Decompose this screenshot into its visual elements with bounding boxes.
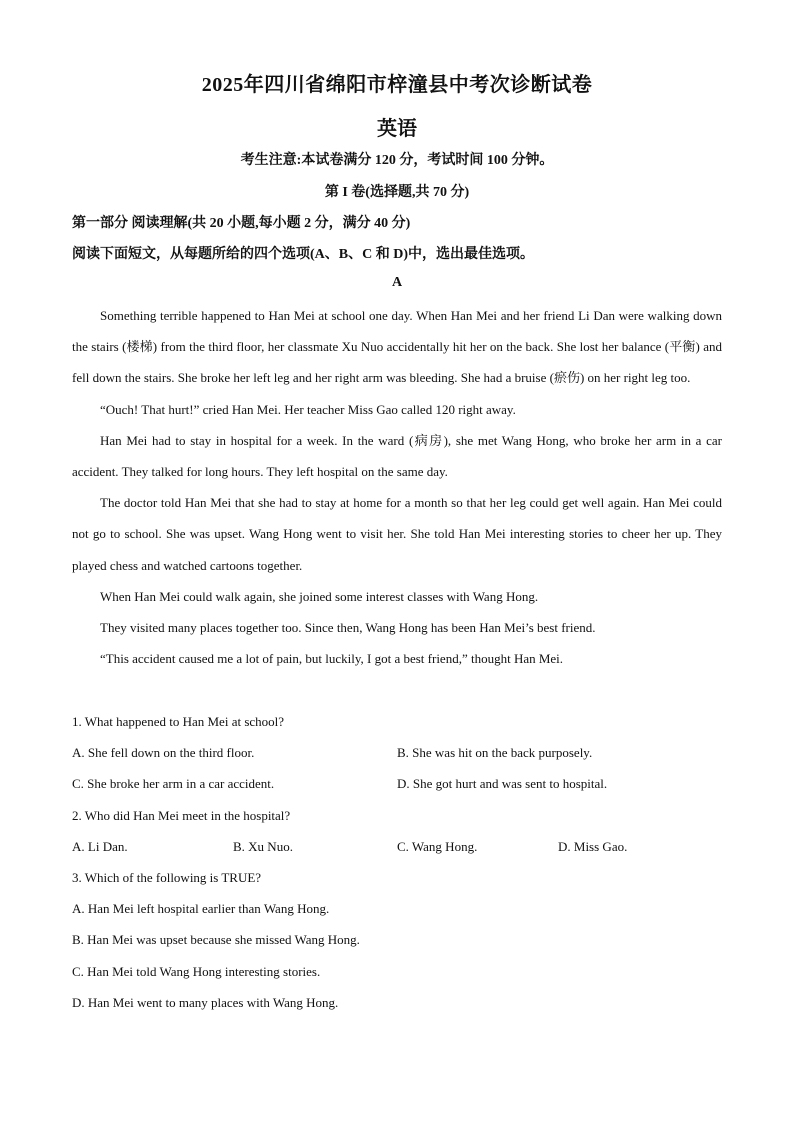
option-c: C. Han Mei told Wang Hong interesting stories. [72, 963, 321, 979]
option-b: B. Xu Nuo. [233, 838, 293, 854]
section-instruction: 阅读下面短文，从每题所给的四个选项(A、B、C 和 D)中，选出最佳选项。 [72, 247, 534, 262]
option-a: A. She fell down on the third floor. [72, 745, 255, 761]
option-c: C. She broke her arm in a car accident. [72, 776, 275, 792]
passage-paragraph: The doctor told Han Mei that she had to stay at home for a month so that her leg could get well again. Han Mei could not go to school. She was upset. Wang Hong went to visit her. She told Han Mei interesting stories to cheer her up. They played chess and watched cartoons together. [72, 495, 722, 573]
passage-paragraph: Han Mei had to stay in hospital for a week. In the ward (病房), she met Wang Hong, who broke her arm in a car accident. They talked for long hours. They left hospital on the same day. [72, 432, 722, 480]
option-a: A. Li Dan. [72, 838, 128, 854]
question-stem: 2. Who did Han Mei meet in the hospital? [72, 807, 291, 823]
passage-paragraph: “Ouch! That hurt!” cried Han Mei. Her teacher Miss Gao called 120 right away. [100, 401, 516, 417]
volume-heading: 第 I 卷(选择题,共 70 分) [324, 185, 470, 200]
question-stem: 1. What happened to Han Mei at school? [72, 714, 285, 729]
part-heading: 第一部分 阅读理解(共 20 小题,每小题 2 分，满分 40 分) [72, 216, 411, 231]
exam-notice: 考生注意:本试卷满分 120 分，考试时间 100 分钟。 [240, 153, 554, 168]
exam-title: 2025年四川省绵阳市梓潼县中考次诊断试卷 [201, 74, 593, 96]
option-d: D. Miss Gao. [558, 838, 628, 854]
option-d: D. Han Mei went to many places with Wang Hong. [72, 994, 339, 1010]
question-stem: 3. Which of the following is TRUE? [72, 869, 262, 885]
passage-paragraph: Something terrible happened to Han Mei at school one day. When Han Mei and her friend Li Dan were walking down the stairs (楼梯) from the third floor, her classmate Xu Nuo accidentally hit her on the back. She lost her balance (平衡) and fell down the stairs. She broke her left leg and her right arm was bleeding. She had a bruise (瘀伤) on her right leg too. [72, 308, 722, 386]
option-b: B. She was hit on the back purposely. [397, 745, 593, 761]
option-row [72, 831, 722, 862]
option-row [72, 737, 722, 768]
option-row [72, 768, 722, 799]
passage-paragraph: They visited many places together too. Since then, Wang Hong has been Han Mei’s best friend. [100, 620, 596, 636]
option-d: D. She got hurt and was sent to hospital. [397, 776, 608, 792]
reading-passage [72, 300, 722, 674]
option-c: C. Wang Hong. [397, 838, 478, 854]
passage-paragraph: When Han Mei could walk again, she joined some interest classes with Wang Hong. [100, 588, 539, 604]
option-a: A. Han Mei left hospital earlier than Wang Hong. [72, 901, 330, 917]
passage-label: A [391, 275, 403, 290]
passage-paragraph: “This accident caused me a lot of pain, but luckily, I got a best friend,” thought Han Mei. [100, 651, 564, 667]
option-b: B. Han Mei was upset because she missed Wang Hong. [72, 932, 360, 948]
question-list [72, 706, 722, 1018]
subject-heading: 英语 [377, 118, 417, 140]
